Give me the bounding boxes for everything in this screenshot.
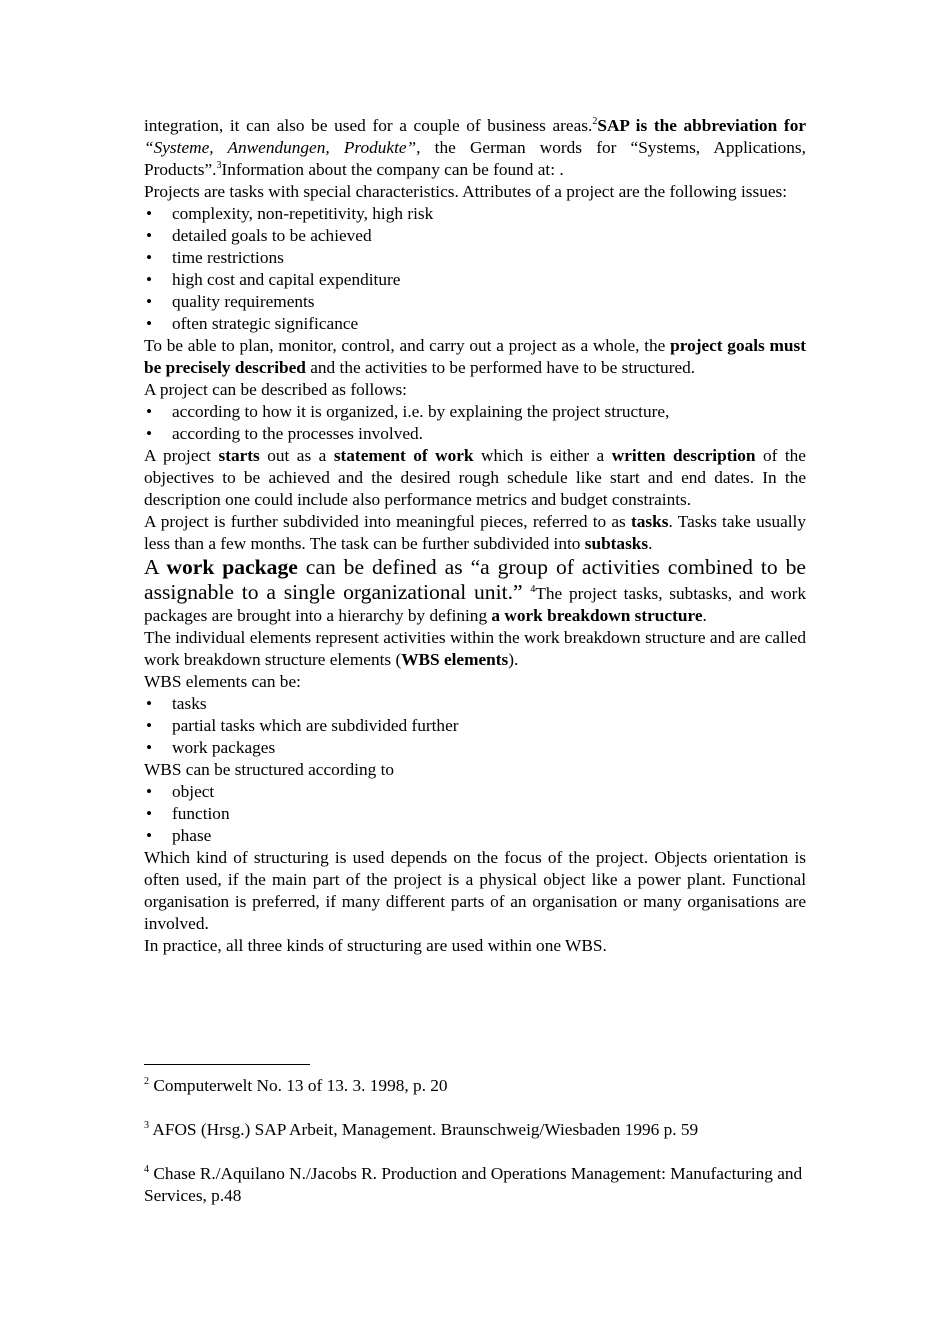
- footnote-ref-4: 4: [530, 584, 536, 595]
- list-item: • according to how it is organized, i.e. by explaining the project structure,: [145, 402, 670, 421]
- footnote-3: $^3$ AFOS (Hrsg.) SAP Arbeit, Management. Braunschweig/Wiesbaden 1996 p. 59: [144, 1120, 699, 1139]
- bold-text: subtasks: [584, 534, 649, 553]
- paragraph-in-practice: In practice, all three kinds of structuring are used within one WBS.: [144, 936, 607, 955]
- paragraph-tasks: A project is further subdivided into meaningful pieces, referred to as tasks. Tasks take usually less than a few months. The task can be further subdivided into subtasks.: [144, 512, 806, 553]
- paragraph-statement-of-work: A project starts out as a statement of work which is either a written description of the objectives to be achieved and the desired rough schedule like start and end dates. In the description one could include also performance metrics and budget constraints.: [144, 446, 806, 509]
- bold-text: SAP is the abbreviation for: [597, 116, 806, 135]
- bold-text: written description: [611, 446, 756, 465]
- list-item: • phase: [145, 826, 212, 845]
- paragraph-sap-intro: [144, 115, 806, 181]
- bullet-icon: •: [145, 226, 153, 245]
- paragraph-wbs-elements: The individual elements represent activities within the work breakdown structure and are called work breakdown structure elements (WBS elements).: [144, 628, 806, 669]
- bold-text: project goals must be precisely described: [144, 336, 806, 377]
- italic-text: “Systeme, Anwendungen, Produkte”: [144, 138, 417, 157]
- bullet-icon: •: [145, 804, 153, 823]
- list-item: • high cost and capital expenditure: [145, 270, 401, 289]
- footnote-separator: [144, 1064, 310, 1065]
- list-item: • often strategic significance: [145, 314, 359, 333]
- list-item: • partial tasks which are subdivided further: [145, 716, 459, 735]
- bullet-icon: •: [145, 204, 153, 223]
- description-list: [144, 401, 806, 445]
- paragraph-work-package: A work package can be defined as “a group of activities combined to be assignable to a single organizational unit.” $^4$The project tasks, subtasks, and work packages are brought into a hierarchy by defining a work breakdown structure.: [144, 555, 807, 625]
- bullet-icon: •: [145, 292, 153, 311]
- wbs-structure-list: [144, 781, 806, 847]
- list-item: • complexity, non-repetitivity, high risk: [145, 204, 434, 223]
- bold-text: starts: [218, 446, 260, 465]
- bullet-icon: •: [145, 314, 153, 333]
- bullet-icon: •: [145, 424, 153, 443]
- bold-text: statement of work: [333, 446, 474, 465]
- list-item: • object: [145, 782, 215, 801]
- list-item: • work packages: [145, 738, 276, 757]
- footnote-ref-3: 3: [216, 160, 222, 171]
- bullet-icon: •: [145, 402, 153, 421]
- bullet-icon: •: [145, 716, 153, 735]
- text-run: , the German words for “Systems, Applications, Products”.: [144, 138, 806, 179]
- text-run: Information about the company can be found at: .: [221, 160, 564, 179]
- paragraph-project-goals: To be able to plan, monitor, control, and carry out a project as a whole, the project goals must be precisely described and the activities to be performed have to be structured.: [144, 336, 806, 377]
- bold-text: a work breakdown structure: [491, 606, 703, 625]
- footnote-ref-2: 2: [592, 116, 598, 127]
- list-item: • function: [145, 804, 230, 823]
- document-body: [144, 115, 806, 957]
- list-item: • according to the processes involved.: [145, 424, 423, 443]
- text-run: integration, it can also be used for a couple of business areas.: [144, 116, 593, 135]
- footnote-4: $^4$ Chase R./Aquilano N./Jacobs R. Production and Operations Management: Manufacturing and Services, p.48: [144, 1164, 803, 1205]
- bold-text: tasks: [631, 512, 669, 531]
- paragraph-project-attributes: Projects are tasks with special characteristics. Attributes of a project are the following issues:: [144, 182, 788, 201]
- attributes-list: [144, 203, 806, 335]
- footnote-2: $^2$ Computerwelt No. 13 of 13. 3. 1998, p. 20: [144, 1076, 448, 1095]
- bullet-icon: •: [145, 694, 153, 713]
- bullet-icon: •: [145, 826, 153, 845]
- footnotes: [144, 1064, 806, 1229]
- bold-text: work package: [166, 555, 298, 579]
- bullet-icon: •: [145, 270, 153, 289]
- paragraph-wbs-structured: WBS can be structured according to: [144, 760, 395, 779]
- wbs-elements-list: [144, 693, 806, 759]
- bullet-icon: •: [145, 248, 153, 267]
- list-item: • tasks: [145, 694, 207, 713]
- bold-text: WBS elements: [401, 650, 509, 669]
- list-item: • detailed goals to be achieved: [145, 226, 372, 245]
- bullet-icon: •: [145, 738, 153, 757]
- list-item: • time restrictions: [145, 248, 284, 267]
- paragraph-structuring-focus: Which kind of structuring is used depends on the focus of the project. Objects orientation is often used, if the main part of the project is a physical object like a power plant. Functional organisation is preferred, if many different parts of an organisation or many organisations are involved.: [144, 848, 806, 933]
- paragraph-wbs-can-be: WBS elements can be:: [144, 672, 301, 691]
- bullet-icon: •: [145, 782, 153, 801]
- paragraph-described-as: A project can be described as follows:: [144, 380, 407, 399]
- list-item: • quality requirements: [145, 292, 315, 311]
